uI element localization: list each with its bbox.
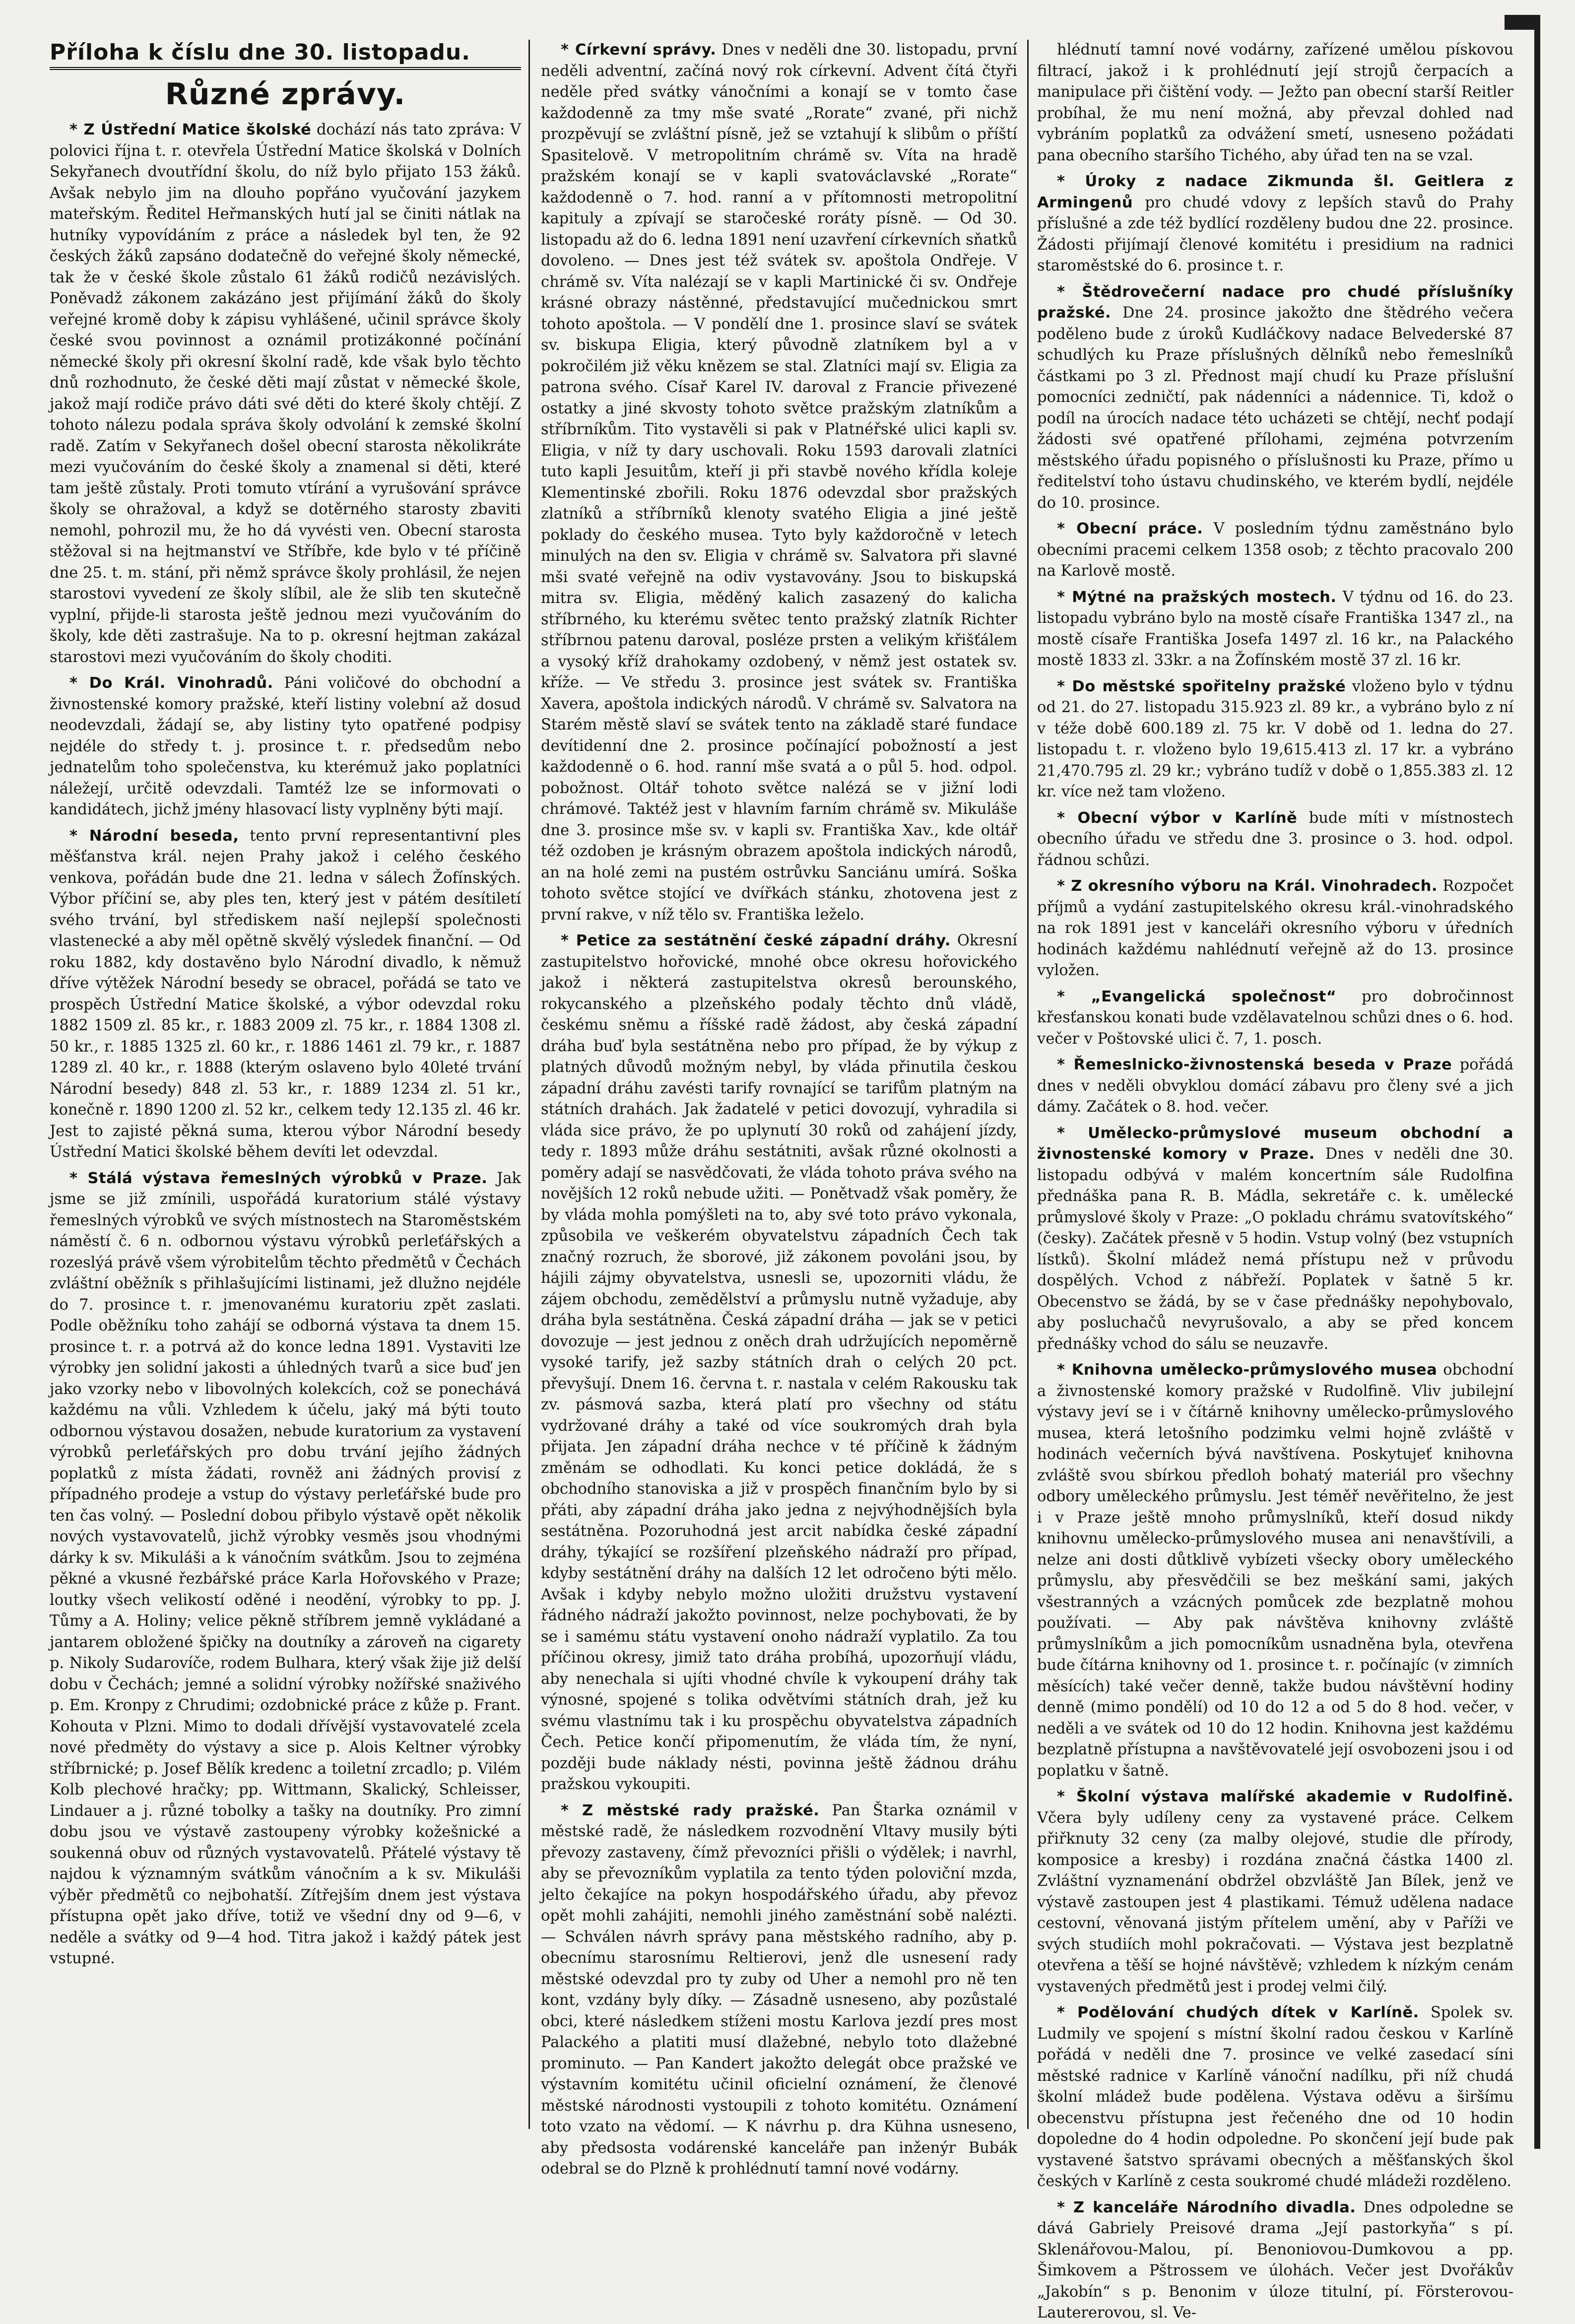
news-item-body <box>1037 2197 1513 2324</box>
news-item-body <box>1037 2002 1513 2192</box>
news-item <box>1037 1787 1513 1997</box>
news-item-heading: * Umělecko-průmyslové museum obchodní a živnostenské komory v Praze. <box>1037 1125 1513 1163</box>
news-item-body <box>1037 1123 1513 1355</box>
news-item-body <box>1037 40 1513 166</box>
news-item <box>1037 808 1513 871</box>
news-item-body <box>50 120 521 668</box>
supplement-header: Příloha k číslu dne 30. listopadu. <box>50 40 521 70</box>
news-item-heading: * „Evangelická společnost“ <box>1057 988 1336 1005</box>
news-item-text: hlédnutí tamní nové vodárny, zařízené umělou pískovou filtrací, jakož i k prohlédnutí její strojů čerpacích a manipulace při čištění vody. — Ježto pan obecní starší Reitler probíhal, že mu není možná, aby převzal dohled nad vybráním poplatků za odvážení smetí, usneseno požádati pana obecního staršího Tichého, aby úřad ten na se vzal. <box>1037 41 1513 164</box>
news-item-text: dochází nás tato zpráva: V polovici října t. r. otevřela Ústřední Matice školská v Dolních Sekyřanech dvoutřídní školu, do níž bylo přijato 153 žáků. Avšak nebylo jim na dlouho popřáno vyučování jazykem mateřským. Ředitel Heřmanských hutí jal se činiti nátlak na hutníky vypovídáním z práce a následek byl ten, že 92 českých žáků zapsáno dodatečně do veřejné školy německé, tak že v české škole zůstalo 61 žáků rodičů nezávislých. Poněvadž zákonem zakázáno jest přijímání žáků do školy veřejné kromě doby k zápisu vyhlášené, učinil správce školy české svou povinnost a oznámil protizákonné počínání německé školy při okresní školní radě, kde však bylo těchto dnů rozhodnuto, že české děti mají zůstat v německé škole, jakož mají rodiče právo dáti své děti do které školy chtějí. Z tohoto nálezu podala správa školy odvolání k zemské školní radě. Zatím v Sekyřanech došel obecní starosta několikráte mezi vyučováním do české školy a znamenal si děti, které tam ještě zůstaly. Proti tomuto vtírání a vyrušování správce školy se ohražoval, a když se dotěrného starosty zbaviti nemohl, pohrozil mu, že ho dá vyvésti ven. Obecní starosta stěžoval si na hejtmanství ve Stříbře, kde bylo v té příčině dne 25. t. m. stání, při němž správce školy prohlásil, že nejen starostovi vyvedení ze školy slíbil, ale že slib ten skutečně vyplní, přijde-li starosta ještě jednou mezi vyučováním do školy, kde děti zastrašuje. Na to p. okresní hejtman zakázal starostovi mezi vyučováním do školy choditi. <box>50 121 521 666</box>
news-item-text: Spolek sv. Ludmily ve spojení s místní školní radou českou v Karlíně pořádá v neděli dne 7. prosince ve velké zasedací síni městské radnice v Karlíně vánoční nadílku, při níž chudá školní mládež bude podělena. Výstava oděvu a širšímu obecenstvu přístupna jest řečeného dne od 10 hodin dopoledne do 4 hodin odpoledne. Po skončení její bude pak vystavené šatstvo správami obecných a měšťanských škol českých v Karlíně z cesta soukromé chudé mládeži rozděleno. <box>1037 2004 1513 2190</box>
news-item <box>1037 282 1513 514</box>
news-item <box>1037 2197 1513 2324</box>
news-item-body <box>541 930 1017 1795</box>
news-item-body <box>1037 876 1513 982</box>
column-1 <box>50 40 521 2134</box>
news-item <box>50 826 521 1163</box>
news-item-text: Rozpočet příjmů a vydání zastupitelského okresu král.-vinohradského na rok 1891 jest v kanceláři okresního výboru v úředních hodinách každému nahlédnutí veřejně až do 13. prosince vyložen. <box>1037 877 1514 979</box>
news-item-text: vloženo bylo v týdnu od 21. do 27. listopadu 315.923 zl. 89 kr., a vybráno bylo z ní v téže době 600.189 zl. 75 kr. V době od 1. ledna do 27. listopadu t. r. vloženo bylo 19,615.413 zl. 17 kr. a vybráno 21,470.795 zl. 29 kr.; vybráno tudíž v době o 1,855.383 zl. 12 kr. více než tam vloženo. <box>1037 677 1513 800</box>
news-item-text: Okresní zastupitelstvo hořovické, mnohé obce okresu hořovického jakož i některá zastupitelstva okresů berounského, rokycanského a plzeňského podaly těchto dnů vládě, českému sněmu a říšské radě žádost, aby česká západní dráha buď byla sestátněna nebo pro případ, že by výkup z platných důvodů možným nebyl, by vláda přinutila českou západní dráhu zavésti tarify rovnající se tarifům platným na státních drahách. Jak žadatelé v petici dovozují, vyhradila si vláda sice právo, že po uplynutí 30 roků od zahájení jízdy, tedy r. 1893 může dráhu sestátniti, avšak různé okolnosti a poměry adají se nasvědčovati, že vláda tohoto práva svého na novějších 12 roků nebude užiti. — Ponětvadž však poměry, že by vláda mohla pomýšleti na to, aby své toto právo vykonala, způsobila ve veškerém obyvatelstvu západních Čech tak značný rozruch, že sborové, již zákonem povoláni jsou, by hájili zájmy obyvatelstva, usnesli se, upozorniti vládu, že zájem obchodu, zemědělství a průmyslu nutně vyžaduje, aby dráha byla sestátněna. Česká západní dráha — jak se v petici dovozuje — jest jednou z oněch drah udržujících nepoměrně vysoké tarify, jež sazby státních drah o celých 20 pct. převyšují. Dnem 16. června t. r. nastala v celém Rakousku tak zv. pásmová sazba, která platí pro všechny od státu vydržované dráhy a také od více soukromých drah byla přijata. Jen západní dráha nechce v té příčině k žádným změnám se odhodlati. Ku konci petice dokládá, že s obchodního stanoviska a již v prospěch finančním bylo by si přáti, aby západní dráha jako jedna z nejvýhodnějších byla sestátněna. Pozoruhodná jest arcit nabídka české západní dráhy, týkající se rozšíření plzeňského nádraží pro případ, kdyby sestátnění dráhy na dalších 12 let odročeno býti mělo. Avšak i kdyby nebylo možno uložiti družstvu vystavení řádného nádraží jakožto povinnost, nelze pochybovati, že by se i samému státu vystavení onoho nádraží vyplatilo. Za tou příčinou okresy, jimiž tato dráha probíhá, upozorňují vládu, aby nenechala si ujíti vhodné chvíle k vykoupení dráhy tak výnosné, spojené s tolika odvětvími státních drah, jež ku svému vlastnímu tak i ku prospěchu obyvatelstva západních Čech. Petice končí připomenutím, že vláda tím, že nyní, později bude náklady nésti, povinna ještě žádnou dráhu pražskou vykoupiti. <box>541 932 1017 1793</box>
news-item <box>1037 40 1513 166</box>
news-item-body <box>50 826 521 1163</box>
newspaper-page <box>30 15 1545 2322</box>
news-item <box>1037 676 1513 803</box>
news-item-heading: * Mýtné na pražských mostech. <box>1057 589 1336 606</box>
scan-corner <box>1505 15 1534 30</box>
news-item-heading: * Církevní správy. <box>561 41 716 59</box>
news-item-text: Jak jsme se již zmínili, uspořádá kuratorium stálé výstavy řemeslných výrobků ve svých místnostech na Staroměstském náměstí č. 6 n. odbornou výstavu výrobků perleťářských a rozeslýá právě všem výrobitelům těchto předmětů v Čechách zvláštní oběžník s přihlašujícími listinami, jež dlužno nejdéle do 7. prosince t. r. jmenovanému kuratoriu zpět zaslati. Podle oběžníku toho zahájí se odborná výstava ta dnem 15. prosince t. r. a potrvá až do konce ledna 1891. Vystaviti lze výrobky jen solidní jakosti a úhledných tvarů a sice buď jen jako vzorky nebo v libovolných kolekcích, což se ponechává každému na vůli. Vzhledem k účelu, jaký má býti touto odbornou výstavou dosažen, nebude kuratorium za vystavení výrobků perleťářských pro dobu trvání jejího žádných poplatků z místa žádati, rovněž ani žádných provisí z případného prodeje a vstup do výstavy perleťářské bude pro ten čas volný. — Poslední dobou přibylo výstavě opět několik nových vystavovatelů, jichž výrobky vesměs jsou vhodnými dárky k sv. Mikuláši a k vánočním svátkům. Jsou to zejména pěkné a vkusné řezbářské práce Karla Hořovského v Praze; loutky všech velikostí oděné i neodění, výrobky to pp. J. Tůmy a A. Holiny; velice pěkně stříbrem jemně vykládané a jantarem obložené špičky na doutníky a zároveň na cigarety p. Nikoly Sudarovíče, rodem Bulhara, který však žije již delší dobu v Čechách; jemné a solidní výrobky nožířské snaživého p. Em. Kronpy z Chrudimi; ozdobnické práce z kůže p. Frant. Kohouta v Plzni. Mimo to dodali dřívější vystavovatelé zcela nové předměty do výstavy a sice p. Alois Keltner výrobky stříbrnické; p. Josef Bělík kredenc a toiletní zrcadlo; p. Vilém Kolb plechové hračky; pp. Wittmann, Skalický, Schleisser, Lindauer a j. různé tobolky a tašky na doutníky. Pro zimní dobu jsou ve výstavě zastoupeny výrobky kožešnické a soukenná obuv od různých vystavovatelů. Přátelé výstavy tě najdou k významným svátkům vánočním a k sv. Mikuláši výběr předmětů co nejbohatší. Zítřejším dnem jest výstava přístupna opět jako dříve, totiž ve všední dny od 9—6, v neděle a svátky od 9—4 hod. Titra jakož i každý pátek jest vstupné. <box>50 1169 521 1967</box>
news-item-text: Dnes v neděli dne 30. listopadu odbývá v malém koncertním sále Rudolfina přednáška pana R. B. Mádla, sekretáře c. k. umělecké průmyslové školy v Praze: „O pokladu chrámu svatovítského“ (česky). Začátek přesně v 5 hodin. Vstup volný (bez vstupních lístků). Školní mládež nemá přístupu než v průvodu dospělých. Vchod z nábřeží. Poplatek v šatně 5 kr. Obecenstvo se žádá, by se v čase přednášky nepohybovalo, aby posluchačů nevyrušovalo, a aby se před koncem přednášky vchod do sálu se neuzavře. <box>1037 1145 1513 1353</box>
news-item-body <box>50 673 521 821</box>
news-item-body <box>1037 1055 1513 1118</box>
news-item <box>1037 519 1513 582</box>
news-item-heading: * Z Ústřední Matice školské <box>69 121 311 138</box>
news-item-text: Dnes odpoledne se dává Gabriely Preisové drama „Její pastorkyňa“ s pí. Sklenářovou-Malou, pí. Benoniovou-Dumkovou a pp. Šimkovem a Pštrossem ve úlohách. Večer jest Dvořákův „Jakobín“ s p. Benonim v úloze titulní, pí. Försterovou-Lautererovou, sl. Ve- <box>1037 2198 1513 2322</box>
news-item-heading: * Do městské spořitelny pražské <box>1057 678 1346 695</box>
news-item <box>1037 987 1513 1050</box>
news-item-heading: * Z okresního výboru na Král. Vinohradech. <box>1057 877 1438 895</box>
news-item-text: V týdnu od 16. do 23. listopadu vybráno bylo na mostě císaře Františka 1347 zl., na mostě císaře Františka Josefa 1497 zl. 16 kr., na Palackého mostě 1833 zl. 33kr. a na Žofínském mostě 37 zl. 16 kr. <box>1037 588 1513 669</box>
news-item-body <box>50 1168 521 1970</box>
news-item <box>541 40 1017 926</box>
news-item <box>1037 1123 1513 1355</box>
news-item <box>1037 1360 1513 1782</box>
scan-edge <box>1534 15 1540 2149</box>
news-item-text: pro chudé vdovy z lepších stavů do Prahy příslušné a zde též bydlící rozděleny budou dne 22. prosince. Žádosti přijímají členové komitétu i presidium na radnici staroměstské do 6. prosince t. r. <box>1037 194 1513 274</box>
news-item-text: Dne 24. prosince jakožto dne štědrého večera poděleno bude z úroků Kudláčkovy nadace Belvederské 87 schudlých ku Praze příslušných dělníků nebo řemeslníků částkami po 3 zl. Přednost mají chudí ku Praze příslušní pomocníci zedničtí, pak nádenníci a nádennice. Ti, kdož o podíl na úrocích nadace této ucházeti se chtějí, nechť podají žádosti své opatřené přílohami, zejména potvrzením městského úřadu popisného o příslušnosti ku Praze, přímo u ředitelství toho ústavu chudinského, ve kterém bydlí, nejdéle do 10. prosince. <box>1037 304 1513 512</box>
news-item <box>50 673 521 821</box>
news-item-body <box>1037 282 1513 514</box>
news-item <box>541 1800 1017 2180</box>
news-item-heading: * Stálá výstava řemeslných výrobků v Praze. <box>69 1170 487 1187</box>
column-2 <box>541 40 1017 2178</box>
news-item-text: obchodní a živnostenské komory pražské v Rudolfině. Vliv jubilejní výstavy jeví se i v čítárně knihovny umělecko-průmyslového musea, která letošního podzimku velmi hojně zvláště v hodinách večerních bývá navštívena. Poskytujeť knihovna zvláště svou sbírkou předloh bohatý materiál pro všechny odbory uměleckého průmyslu. Jest téměř nevěřitelno, že jest i v Praze ještě mnoho průmyslníků, kteří dosud nikdy knihovnu umělecko-průmyslového musea ani nenavštívili, a nelze ani dosti důtklivě vybízeti všecky obory uměleckého průmyslu, aby přesvědčili se bez meškání sami, jakých všestranných a vzácných pomůcek zde bezplatně mohou používati. — Aby pak návštěva knihovny zvláště průmyslníkům a jich pomocníkům usnadněna byla, otevřena bude čítárna knihovny od 1. prosince t. r. počínajíc (v zimních měsících) také večer denně, takže budou návštěvní hodiny denně (mimo pondělí) od 10 do 12 a od 5 do 8 hod. večer, v neděli a ve svátek od 10 do 12 hodin. Knihovna jest každému bezplatně přístupna a navštěvovatelé její osvobozeni jsou i od poplatku v šatně. <box>1037 1361 1514 1780</box>
news-item-body <box>1037 587 1513 671</box>
news-item-text: Dnes v neděli dne 30. listopadu, první neděli adventní, začíná nový rok církevní. Advent čítá čtyři neděle před svátky vánočními a konají se v tomto čase každodenně za tmy mše svaté „Rorate“ zvané, při nichž prozpěvují se zvláštní písně, jež se vztahují k slibům o příští Spasitelově. V metropolitním chrámě sv. Víta na hradě pražském konají se v kapli svatováclavské „Rorate“ každodenně o 7. hod. ranní a v přítomnosti metropolitní kapituly a zpívají se staročeské roráty písně. — Od 30. listopadu až do 6. ledna 1891 není uzavření církevních sňatků dovoleno. — Dnes jest též svátek sv. apoštola Ondřeje. V chrámě sv. Víta nalézají se v kapli Martinické či sv. Ondřeje krásné obrazy nástěnné, představující mučednickou smrt tohoto apoštola. — V pondělí dne 1. prosince slaví se svátek sv. biskupa Eligia, který původně zlatníkem byl a v pokročilém již věku knězem se stal. Zlatníci mají sv. Eligia za patrona svého. Císař Karel IV. daroval z Francie přivezené ostatky a jiné skvosty tohoto světce pražským zlatníkům a stříbrníkům. Tito vystavěli si pak v Platnéřské ulici kapli sv. Eligia, v níž ty dary uschovali. Roku 1593 darovali zlatníci tuto kapli Jesuitům, kteří ji při stavbě nového křídla koleje Klementinské zbořili. Roku 1876 odevzdal sbor pražských zlatníků a stříbrníků klenoty svatého Eligia a jiné ještě poklady do českého musea. Tyto byly každoročně v letech minulých na den sv. Eligia v chrámě sv. Salvatora při slavné mši svaté veřejně na odiv vystavovány. Jsou to biskupská mitra sv. Eligia, měděný kalich zasazený do kalicha stříbrného, ku kterému světec tento pražský zlatník Richter stříbrnou patenu daroval, posléze prsten a velikým křišťálem a vysoký kříž drahokamy ozdobený, v němž jest ostatek sv. kříže. — Ve středu 3. prosince jest svátek sv. Františka Xavera, apoštola indických národů. V chrámě sv. Salvatora na Starém městě slaví se svátek tento na základě staré fundace devítidenní dne 2. prosince počínající pobožností a jest každodenně o 6. hod. ranní mše svatá a o půl 5. hod. odpol. pobožnost. Oltář tohoto světce nalézá se v jižní lodi chrámové. Taktéž jest v hlavním farním chrámě sv. Mikuláše dne 3. prosince mše sv. v kapli sv. Františka Xav., kde oltář též ozdoben je krásným obrazem apoštola indických národů, an na holé zemi na pustém ostrůvku Sanciánu umírá. Soška tohoto světce stojící ve dvířkách stánku, zhotovena jest z první rakve, v níž tělo sv. Františka leželo. <box>541 41 1017 924</box>
news-item-heading: * Štědrovečerní nadace pro chudé příslušníky pražské. <box>1037 283 1513 322</box>
news-item-text: V posledním týdnu zaměstnáno bylo obecními pracemi celkem 1358 osob; z těchto pracovalo 200 na Karlově mostě. <box>1037 520 1513 580</box>
news-item-body <box>1037 1787 1513 1997</box>
column-3 <box>1037 40 1514 2322</box>
news-item-heading: * Školní výstava malířské akademie v Rudolfině. <box>1057 1788 1513 1805</box>
news-item-heading: * Obecní práce. <box>1057 520 1203 537</box>
news-item-text: bude míti v místnostech obecního úřadu ve středu dne 3. prosince o 3. hod. odpol. řádnou schůzi. <box>1037 809 1513 869</box>
news-item <box>1037 171 1513 277</box>
news-item-body <box>1037 171 1513 277</box>
news-item-body <box>541 40 1017 926</box>
news-item <box>1037 1055 1513 1118</box>
news-item <box>1037 587 1513 671</box>
section-title: Různé zprávy. <box>165 77 406 112</box>
news-item-heading: * Knihovna umělecko-průmyslového musea <box>1057 1361 1437 1379</box>
news-item-body <box>1037 987 1513 1050</box>
news-item-body <box>1037 1360 1513 1782</box>
news-item-heading: * Z kanceláře Národního divadla. <box>1057 2199 1356 2216</box>
news-item-heading: * Obecní výbor v Karlíně <box>1057 809 1297 827</box>
news-item-heading: * Řemeslnicko-živnostenská beseda v Praze <box>1057 1056 1452 1073</box>
news-item <box>1037 2002 1513 2192</box>
news-item-heading: * Národní beseda, <box>69 827 239 845</box>
news-item-text: Pan Štarka oznámil v městské radě, že následkem rozvodnění Vltavy musily býti převozy zastaveny, čímž převozníci přišli o výdělek; i navrhl, aby se převozníkům vyplatila za tento týden poloviční mzda, jelto čekajíce na pokyn hospodářského úřadu, aby převoz opět mohli zahájiti, nemohli jiného zaměstnání sobě nalézti. — Schválen návrh správy pana městského radního, aby p. obecnímu starosnímu Reltierovi, jenž dle usnesení rady městské odevzdal pro ty zuby od Uher a nemohl pro ně ten kont, vzdány byly díky. — Zásadně usneseno, aby pozůstalé obci, které následkem stíženi mostu Karlova jezdí pres most Palackého a platiti musí dlažebné, nebylo toto dlažebné prominuto. — Pan Kandert jakožto delegát obce pražské ve výstavním komitétu učinil oficielní oznámení, že členové městské národnosti vystoupili z tohoto komitétu. Oznámení toto vzato na vědomí. — K návrhu p. dra Kühna usneseno, aby předsosta vodárenské kanceláře pan inženýr Bubák odebral se do Plzně k prohlédnutí tamní nové vodárny. <box>541 1801 1017 2178</box>
news-item-text: tento první representantivní ples měšťanstva král. nejen Prahy jakož i celého českého venkova, pořádán bude dne 21. ledna v sálech Žofínských. Výbor příčiní se, aby ples ten, který jest v pátém desítiletí svého trvání, byl střediskem naší nejlepší společnosti vlastenecké a aby měl opětně skvělý výsledek finanční. — Od roku 1882, kdy dostavěno bylo Národní divadlo, k němuž dříve výtěžek Národní besedy se obracel, pořádá se tato ve prospěch Ústřední Matice školské, a výbor odevzdal roku 1882 1509 zl. 85 kr., r. 1883 2009 zl. 75 kr., r. 1884 1308 zl. 50 kr., r. 1885 1325 zl. 60 kr., r. 1886 1461 zl. 79 kr., r. 1887 1289 zl. 40 kr., r. 1888 (kterým oslaveno bylo 40leté trvání Národní besedy) 848 zl. 53 kr., r. 1889 1234 zl. 51 kr., konečně r. 1890 1200 zl. 52 kr., celkem tedy 12.135 zl. 46 kr. Jest to zajisté pěkná suma, kterou výbor Národní besedy Ústřední Matici školské během devíti let odevzdal. <box>50 827 521 1161</box>
news-item-body <box>1037 808 1513 871</box>
column-rule <box>1027 40 1029 2129</box>
column-rule <box>528 40 530 2129</box>
news-item-heading: * Petice za sestátnění české západní dráhy. <box>561 932 951 949</box>
news-item-heading: * Do Král. Vinohradů. <box>69 674 273 692</box>
news-item-body <box>541 1800 1017 2180</box>
news-item <box>50 120 521 668</box>
news-item-text: Páni voličové do obchodní a živnostenské komory pražské, kteří listiny volební až dosud neodevzdali, žádají se, aby listiny tyto opatřené podpisy nejdéle do středy t. j. prosince t. r. předsedům nebo jednatelům toho společenstva, ku kterémuž jako poplatníci náležejí, určitě odevzdali. Tamtéž lze se informovati o kandidátech, jichž jmény hlasovací listy vyplněny býti mají. <box>50 674 521 818</box>
news-item <box>541 930 1017 1795</box>
news-item-text: Včera byly udíleny ceny za vystavené práce. Celkem přiřknuty 32 ceny (za malby olejové, studie dle přírody, komposice a kresby) i rozdána značná částka 1400 zl. Zvláštní vyznamenání obdržel obzvláště Jan Bílek, jenž ve výstavě zastoupen jest 4 plastikami. Témuž udělena nadace cestovní, věnovaná jistým přítelem umění, aby v Paříži ve svých studiích mohl pokračovati. — Výstava jest bezplatně otevřena a těší se hojné návštěvě; vzhledem k nízkým cenám vystavených předmětů jest i prodej velmi čilý. <box>1037 1809 1513 1995</box>
news-item-body <box>1037 676 1513 803</box>
news-item-heading: * Úroky z nadace Zikmunda šl. Geitlera z Armingenů <box>1037 173 1513 211</box>
news-item <box>1037 876 1513 982</box>
news-item-heading: * Podělování chudých dítek v Karlíně. <box>1057 2004 1419 2021</box>
news-item-text: pro dobročinnost křesťanskou konati bude vzdělavatelnou schůzi dnes o 6. hod. večer v Poštovské ulici č. 7, 1. posch. <box>1037 988 1513 1048</box>
news-item-heading: * Z městské rady pražské. <box>561 1802 819 1819</box>
news-item-text: pořádá dnes v neděli obvyklou domácí zábavu pro členy své a jich dámy. Začátek o 8. hod. večer. <box>1037 1056 1513 1116</box>
news-item <box>50 1168 521 1970</box>
news-item-body <box>1037 519 1513 582</box>
